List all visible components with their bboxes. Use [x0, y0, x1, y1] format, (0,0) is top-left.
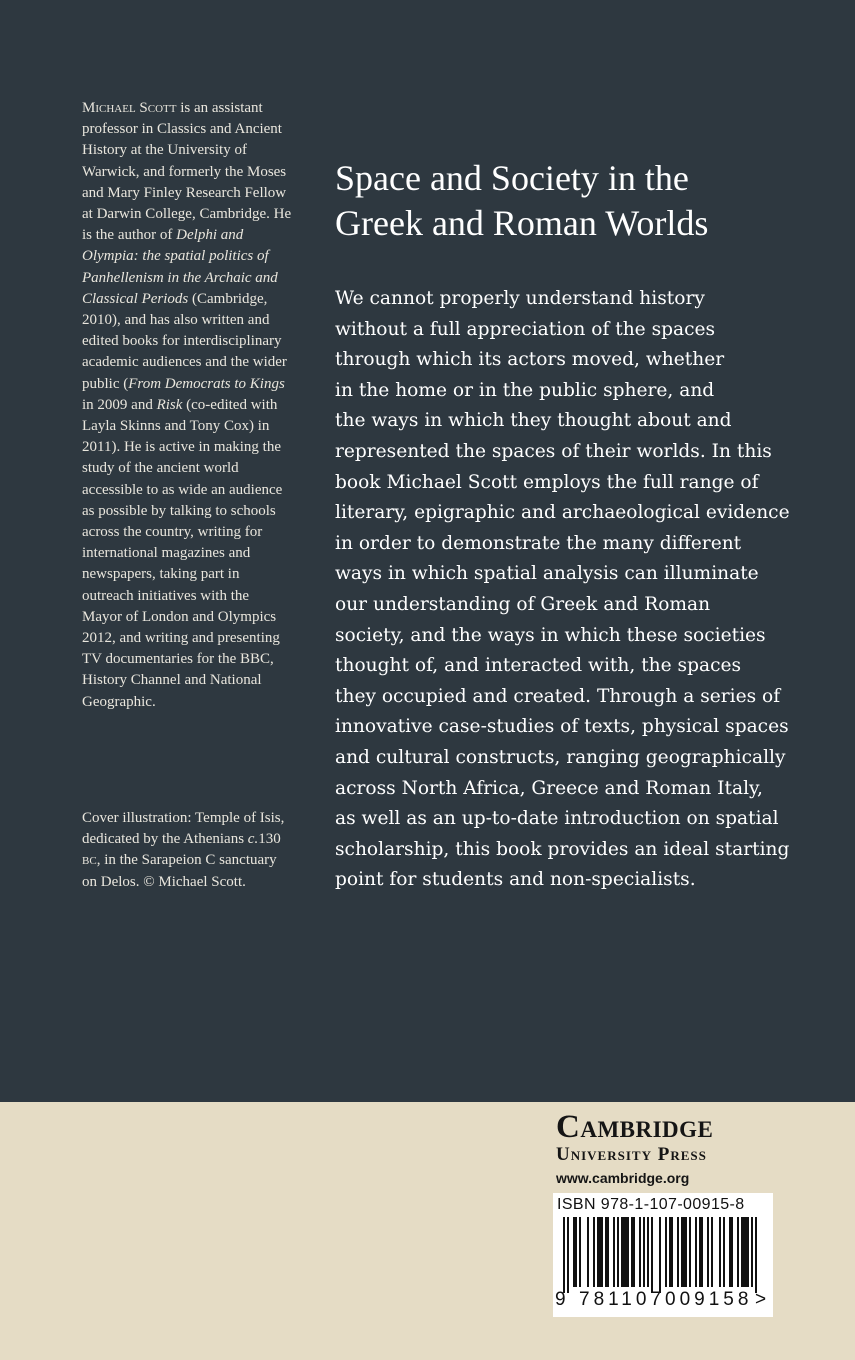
barcode-bar: [711, 1217, 713, 1287]
description-line: innovative case-studies of texts, physical spaces: [335, 716, 789, 738]
book-description: [335, 284, 790, 896]
barcode-bar: [605, 1217, 609, 1287]
description-line: our understanding of Greek and Roman: [335, 593, 711, 615]
book-title-democrats: From Democrats to Kings: [128, 375, 285, 392]
barcode-bar: [669, 1217, 673, 1287]
barcode-bar: [689, 1217, 691, 1287]
barcode-bar: [707, 1217, 709, 1287]
barcode-bar: [741, 1217, 749, 1287]
barcode-bar: [617, 1217, 619, 1287]
description-line: they occupied and created. Through a series of: [335, 685, 781, 707]
barcode-bar: [755, 1217, 757, 1293]
description-line: in the home or in the public sphere, and: [335, 379, 715, 401]
description-line: as well as an up-to-date introduction on spatial: [335, 808, 779, 830]
book-title: [335, 156, 805, 246]
description-line: literary, epigraphic and archaeological evidence: [335, 502, 790, 524]
description-line: represented the spaces of their worlds. In this: [335, 440, 772, 462]
barcode-bar: [587, 1217, 589, 1287]
description-line: scholarship, this book provides an ideal starting: [335, 838, 790, 860]
publisher-logo-line-1: Cambridge: [556, 1109, 714, 1145]
barcode-bar: [695, 1217, 697, 1287]
barcode-bar: [643, 1217, 645, 1287]
description-line: without a full appreciation of the spaces: [335, 318, 716, 340]
description-line: across North Africa, Greece and Roman Italy,: [335, 777, 763, 799]
barcode-bar: [699, 1217, 703, 1287]
description-line: in order to demonstrate the many different: [335, 532, 742, 554]
barcode-bar: [665, 1217, 667, 1287]
barcode-bar: [647, 1217, 649, 1287]
author-name: Michael Scott: [82, 100, 177, 116]
barcode-bar: [639, 1217, 641, 1287]
description-line: point for students and non-specialists.: [335, 869, 696, 891]
barcode-bar: [573, 1217, 577, 1287]
description-line: society, and the ways in which these societies: [335, 624, 766, 646]
barcode-bar: [597, 1217, 603, 1287]
isbn-label: ISBN 978-1-107-00915-8: [557, 1196, 745, 1213]
barcode-bar: [659, 1217, 661, 1293]
description-line: book Michael Scott employs the full range of: [335, 471, 759, 493]
barcode-bar: [613, 1217, 615, 1287]
barcode-bar: [563, 1217, 565, 1293]
barcode-bar: [621, 1217, 629, 1287]
description-line: thought of, and interacted with, the spaces: [335, 655, 742, 677]
description-line: ways in which spatial analysis can illuminate: [335, 563, 759, 585]
barcode-bar: [737, 1217, 739, 1287]
barcode-bar: [579, 1217, 581, 1287]
book-title-risk: Risk: [156, 396, 183, 413]
publisher-logo-line-2: University Press: [556, 1144, 707, 1165]
barcode-bar: [593, 1217, 595, 1287]
barcode-bar: [723, 1217, 725, 1287]
barcode-bar: [677, 1217, 679, 1287]
barcode-bar: [719, 1217, 721, 1287]
author-bio: Michael Scott is an assistant professor in Classics and Ancient History at the University of Warwick, and formerly the Moses and Mary Finley Research Fellow at Darwin College, Cambridge. He is the author of Delphi and Olympia: the spatial politics of Panhellenism in the Archaic and Classical Periods (Cambridge, 2010), and has also written and edited books for interdisciplinary academic audiences and the wider public (From Democrats to Kings in 2009 and Risk (co-edited with Layla Skinns and Tony Cox) in 2011). He is active in making the study of the ancient world accessible to as wide an audience as possible by talking to schools across the country, writing for international magazines and newspapers, taking part in outreach initiatives with the Mayor of London and Olympics 2012, and writing and presenting TV documentaries for the BBC, History Channel and National Geographic.: [82, 100, 292, 710]
barcode-bar: [567, 1217, 569, 1293]
barcode-bar: [729, 1217, 733, 1287]
book-title-delphi: Delphi and Olympia: the spatial politics of Panhellenism in the Archaic and Classical Periods: [82, 227, 278, 307]
barcode-bar: [681, 1217, 687, 1287]
barcode-bars: [563, 1217, 761, 1293]
book-title-line-1: Space and Society in the: [335, 158, 689, 198]
publisher-url: www.cambridge.org: [556, 1170, 690, 1186]
barcode-bar: [751, 1217, 753, 1287]
book-title-line-2: Greek and Roman Worlds: [335, 203, 709, 243]
description-line: We cannot properly understand history: [335, 288, 705, 309]
barcode-bar: [631, 1217, 635, 1287]
description-line: through which its actors moved, whether: [335, 349, 725, 371]
barcode-bar: [651, 1217, 653, 1293]
description-line: and cultural constructs, ranging geographically: [335, 746, 786, 768]
isbn-barcode: ISBN 978-1-107-00915-8 9 781107 009158 >: [553, 1193, 773, 1317]
cover-illustration-credit: Cover illustration: Temple of Isis, dedicated by the Athenians c.130 bc, in the Sarapeion C sanctuary on Delos. © Michael Scott.: [82, 810, 285, 890]
description-line: the ways in which they thought about and: [335, 410, 732, 432]
